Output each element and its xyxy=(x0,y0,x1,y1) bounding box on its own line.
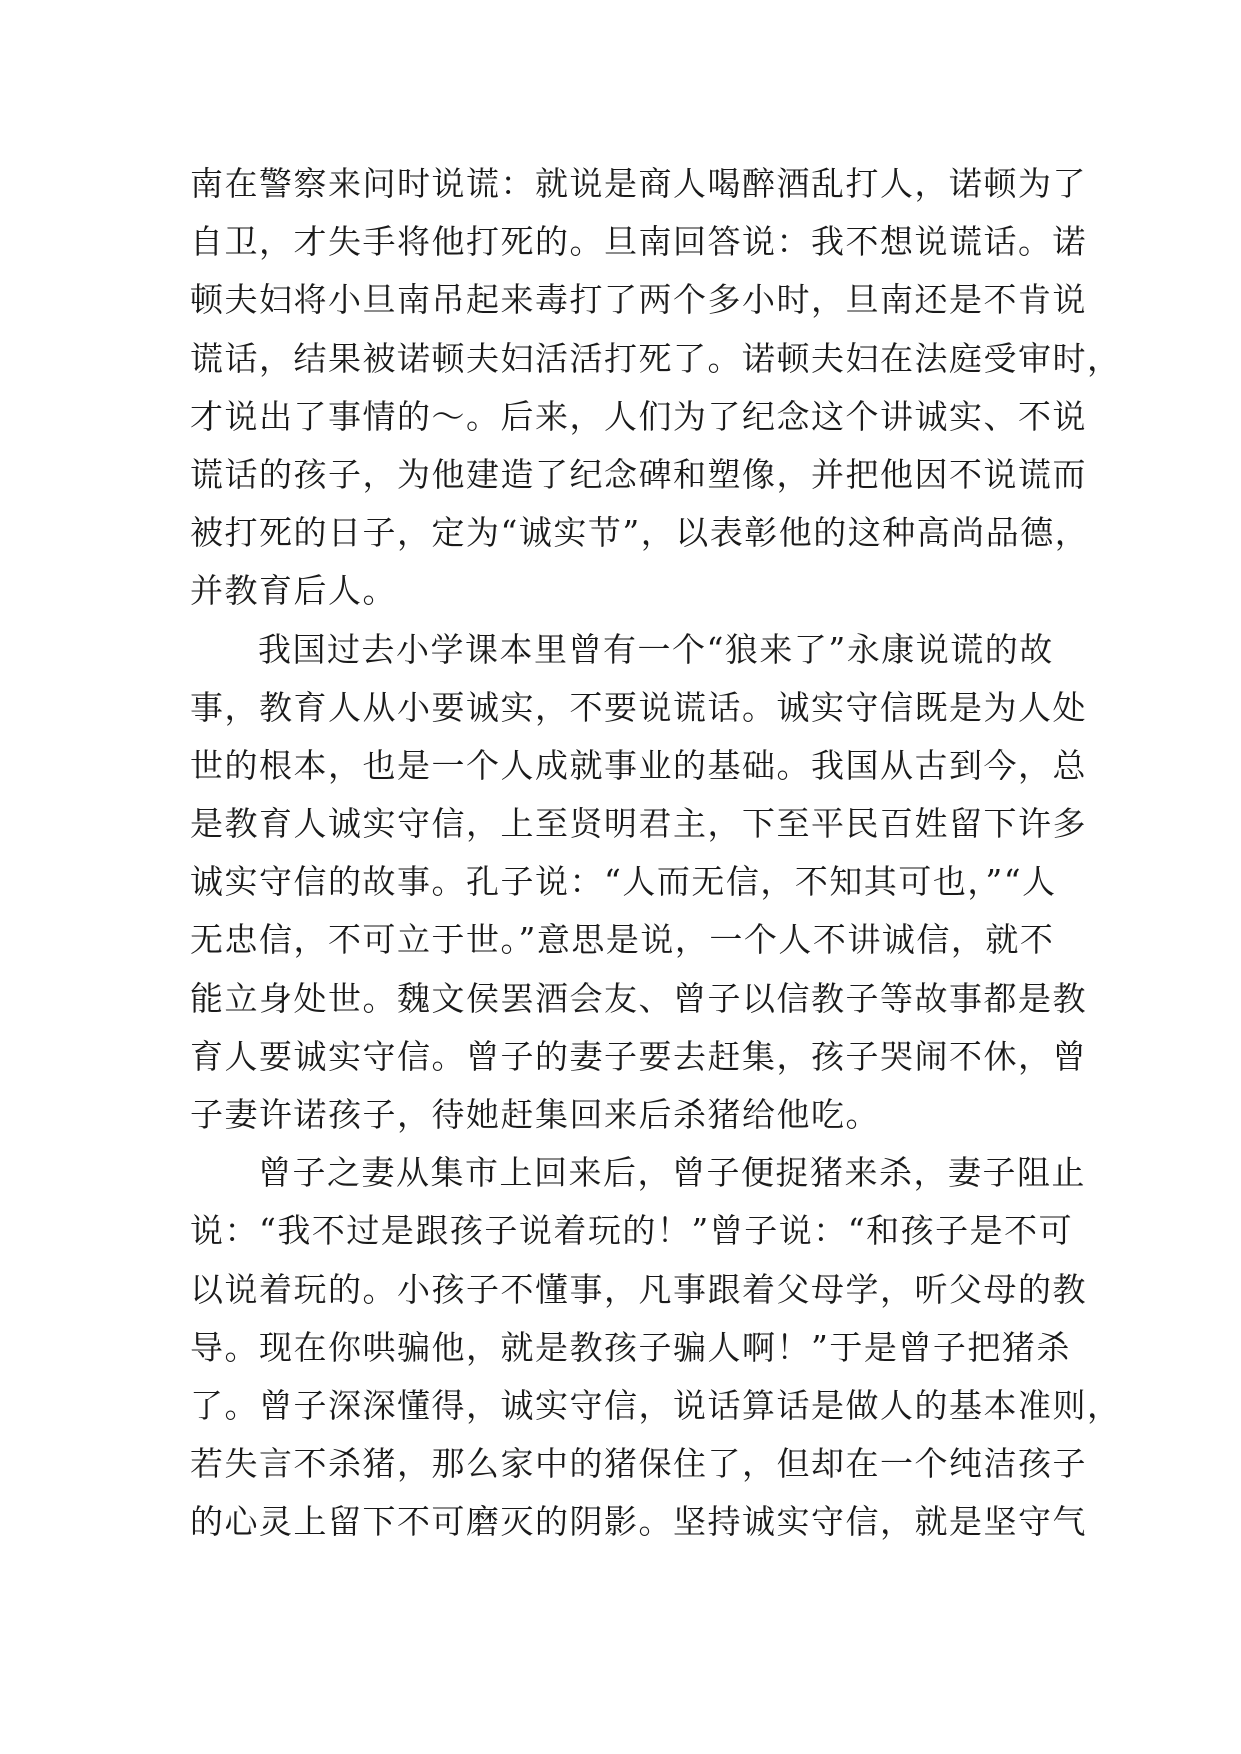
text-line: 南在警察来问时说谎：就说是商人喝醉酒乱打人，诺顿为了 xyxy=(190,164,1087,203)
text-line: 并教育后人。 xyxy=(190,571,397,611)
text-line: 被打死的日子，定为“诚实节”，以表彰他的这种高尚品德， xyxy=(190,513,1090,553)
text-line: 育人要诚实守信。曾子的妻子要去赶集，孩子哭闹不休，曾 xyxy=(190,1036,1087,1076)
text-line: 我国过去小学课本里曾有一个“狼来了”永康说谎的故 xyxy=(258,629,1054,669)
text-line: 事，教育人从小要诚实，不要说谎话。诚实守信既是为人处 xyxy=(190,687,1087,727)
text-line: 曾子之妻从集市上回来后，曾子便捉猪来杀，妻子阻止 xyxy=(258,1153,1086,1193)
text-line: 谎话，结果被诺顿夫妇活活打死了。诺顿夫妇在法庭受审时， xyxy=(190,338,1122,378)
text-line: 说：“我不过是跟孩子说着玩的！”曾子说：“和孩子是不可 xyxy=(190,1211,1074,1251)
text-line: 自卫，才失手将他打死的。旦南回答说：我不想说谎话。诺 xyxy=(190,222,1087,262)
text-line: 若失言不杀猪，那么家中的猪保住了，但却在一个纯洁孩子 xyxy=(190,1444,1087,1484)
paragraph xyxy=(190,155,1122,621)
body-text xyxy=(190,155,1122,1552)
text-line: 了。曾子深深懂得，诚实守信，说话算话是做人的基本准则， xyxy=(190,1385,1122,1425)
text-line: 顿夫妇将小旦南吊起来毒打了两个多小时，旦南还是不肯说 xyxy=(190,280,1087,320)
text-line: 无忠信，不可立于世。”意思是说，一个人不讲诚信，就不 xyxy=(190,920,1055,960)
text-line: 导。现在你哄骗他，就是教孩子骗人啊！”于是曾子把猪杀 xyxy=(190,1327,1071,1367)
text-line: 能立身处世。魏文侯罢酒会友、曾子以信教子等故事都是教 xyxy=(190,978,1087,1018)
paragraph xyxy=(190,1144,1122,1551)
text-line: 的心灵上留下不可磨灭的阴影。坚持诚实守信，就是坚守气 xyxy=(190,1502,1087,1542)
text-line: 谎话的孩子，为他建造了纪念碑和塑像，并把他因不说谎而 xyxy=(190,454,1087,494)
text-line: 诚实守信的故事。孔子说：“人而无信，不知其可也，”“人 xyxy=(190,862,1057,902)
text-line: 世的根本，也是一个人成就事业的基础。我国从古到今，总 xyxy=(190,745,1087,785)
text-line: 才说出了事情的～。后来，人们为了纪念这个讲诚实、不说 xyxy=(190,396,1087,436)
paragraph xyxy=(190,621,1087,1145)
text-line: 以说着玩的。小孩子不懂事，凡事跟着父母学，听父母的教 xyxy=(190,1269,1087,1309)
text-line: 子妻许诺孩子，待她赶集回来后杀猪给他吃。 xyxy=(190,1095,880,1134)
text-line: 是教育人诚实守信，上至贤明君主，下至平民百姓留下许多 xyxy=(190,804,1087,844)
